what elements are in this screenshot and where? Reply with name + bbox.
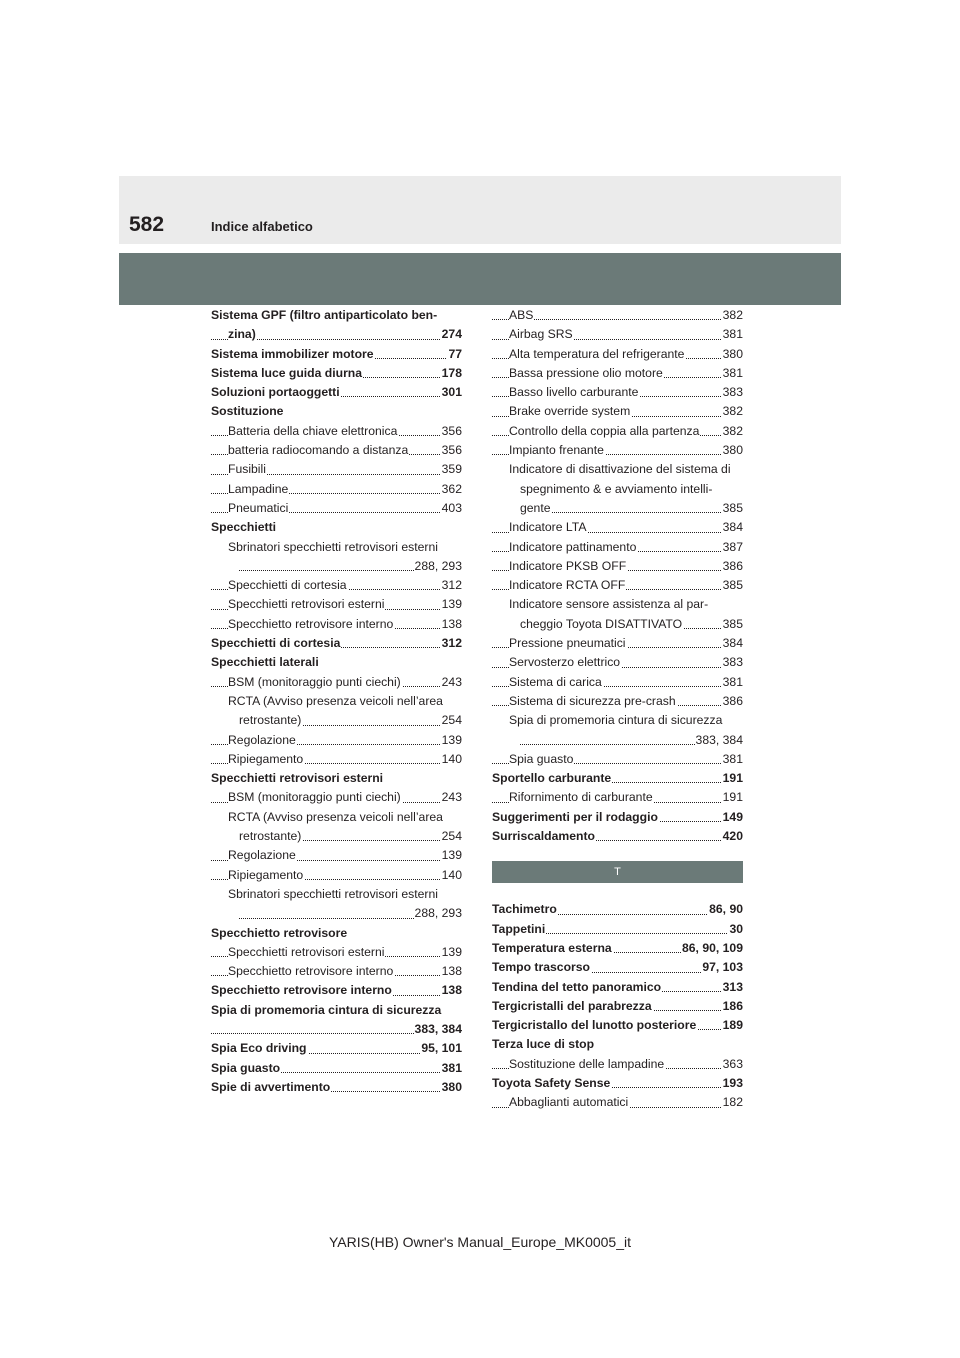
- index-entry-page: 313: [722, 978, 743, 997]
- index-entry-page: 380: [722, 345, 743, 364]
- index-entry-page: 381: [722, 364, 743, 383]
- index-entry: [211, 769, 462, 788]
- index-entry: [211, 557, 462, 576]
- index-entry-page: 139: [441, 846, 462, 865]
- index-entry-label: Tappetini: [492, 920, 546, 939]
- index-entry-page: 356: [441, 422, 462, 441]
- index-entry: [211, 750, 462, 769]
- index-entry-label: Specchietti: [211, 518, 277, 537]
- index-entry: [211, 345, 462, 364]
- index-entry-label: Specchietto retrovisore interno: [211, 981, 393, 1000]
- index-list-t: [492, 900, 743, 1112]
- index-entry: [211, 422, 462, 441]
- index-entry-label: Lampadine: [228, 480, 289, 499]
- index-entry-label: Specchietti laterali: [211, 653, 320, 672]
- index-entry-page: 301: [441, 383, 462, 402]
- index-entry-page: 312: [441, 634, 462, 653]
- index-entry: [492, 634, 743, 653]
- index-entry-label: Specchietto retrovisore interno: [228, 962, 394, 981]
- index-entry-label: Indicatore pattinamento: [509, 538, 637, 557]
- index-entry: [211, 1039, 462, 1058]
- index-entry-label: cheggio Toyota DISATTIVATO: [520, 615, 683, 634]
- index-entry: [211, 885, 462, 904]
- index-entry-label: Sistema immobilizer motore: [211, 345, 375, 364]
- index-entry: [492, 1074, 743, 1093]
- index-entry-page: 383, 384: [414, 1020, 462, 1039]
- header-bar: [119, 253, 841, 305]
- index-entry-label: gente: [520, 499, 552, 518]
- index-entry: [492, 518, 743, 537]
- index-entry-page: 382: [722, 422, 743, 441]
- index-entry-label: Spia Eco driving: [211, 1039, 308, 1058]
- index-entry-label: Fusibili: [228, 460, 267, 479]
- page-number: 582: [129, 213, 165, 236]
- index-entry: [211, 904, 462, 923]
- index-entry-label: spegnimento & e avviamento intelli-: [520, 480, 713, 499]
- index-entry-label: Sportello carburante: [492, 769, 612, 788]
- index-entry-page: 178: [441, 364, 462, 383]
- index-entry-page: 95, 101: [420, 1039, 462, 1058]
- index-entry-label: Specchietti di cortesia: [211, 634, 341, 653]
- index-entry-label: Ripiegamento: [228, 750, 304, 769]
- index-entry-label: Regolazione: [228, 846, 297, 865]
- index-entry-page: 383, 384: [695, 731, 743, 750]
- index-entry-page: 420: [722, 827, 743, 846]
- index-entry-page: 362: [441, 480, 462, 499]
- index-entry: [492, 383, 743, 402]
- index-entry: [211, 441, 462, 460]
- index-entry-label: Temperatura esterna: [492, 939, 613, 958]
- index-entry-page: 138: [441, 962, 462, 981]
- index-entry-page: 359: [441, 460, 462, 479]
- index-entry: [211, 460, 462, 479]
- index-entry: [492, 402, 743, 421]
- index-entry-label: Soluzioni portaoggetti: [211, 383, 341, 402]
- index-entry-label: Indicatore RCTA OFF: [509, 576, 626, 595]
- index-entry-page: 139: [441, 943, 462, 962]
- index-entry: [492, 595, 743, 614]
- index-entry: [492, 480, 743, 499]
- index-entry-page: 381: [441, 1059, 462, 1078]
- index-entry-page: 243: [441, 673, 462, 692]
- index-entry: [492, 325, 743, 344]
- section-letter: T: [614, 866, 621, 879]
- index-entry: [211, 518, 462, 537]
- index-entry-label: Indicatore sensore assistenza al par-: [509, 595, 709, 614]
- index-entry: [492, 900, 743, 919]
- index-entry: [492, 1016, 743, 1035]
- index-entry: [492, 920, 743, 939]
- index-entry: [211, 499, 462, 518]
- index-entry-label: Specchietti retrovisori esterni: [228, 595, 385, 614]
- index-entry: [211, 653, 462, 672]
- index-entry: [211, 306, 462, 325]
- index-entry-label: RCTA (Avviso presenza veicoli nell’area: [228, 808, 444, 827]
- index-entry-page: 384: [722, 634, 743, 653]
- index-entry: [492, 939, 743, 958]
- index-entry-label: Suggerimenti per il rodaggio: [492, 808, 659, 827]
- index-entry: [211, 480, 462, 499]
- index-entry: [492, 827, 743, 846]
- index-entry: [492, 538, 743, 557]
- index-entry-page: 139: [441, 595, 462, 614]
- index-entry-page: 312: [441, 576, 462, 595]
- index-entry-label: Regolazione: [228, 731, 297, 750]
- index-entry: [492, 422, 743, 441]
- index-entry-label: Terza luce di stop: [492, 1035, 595, 1054]
- index-entry-page: 385: [722, 499, 743, 518]
- index-column-left: [211, 306, 462, 1097]
- index-entry: [492, 460, 743, 479]
- index-entry-page: 77: [447, 345, 462, 364]
- index-entry: [492, 808, 743, 827]
- index-entry: [492, 997, 743, 1016]
- index-entry-label: Spie di avvertimento: [211, 1078, 331, 1097]
- index-entry-page: 383: [722, 653, 743, 672]
- index-entry-label: Specchietti retrovisori esterni: [211, 769, 384, 788]
- index-entry-label: Indicatore di disattivazione del sistema di: [509, 460, 732, 479]
- index-entry-label: Spia di promemoria cintura di sicurezza: [509, 711, 723, 730]
- index-entry-page: 385: [722, 576, 743, 595]
- index-entry-label: Indicatore PKSB OFF: [509, 557, 627, 576]
- dot-leader: [520, 512, 743, 513]
- index-entry-label: Pressione pneumatici: [509, 634, 627, 653]
- index-entry: [211, 1001, 462, 1020]
- index-entry: [492, 1093, 743, 1112]
- index-entry-label: Sostituzione: [211, 402, 284, 421]
- index-entry: [492, 731, 743, 750]
- index-entry: [211, 673, 462, 692]
- index-entry-page: 186: [722, 997, 743, 1016]
- index-entry-label: Alta temperatura del refrigerante: [509, 345, 685, 364]
- index-entry-label: Sistema di sicurezza pre-crash: [509, 692, 677, 711]
- index-entry: [211, 924, 462, 943]
- index-entry-label: Specchietti di cortesia: [228, 576, 348, 595]
- index-entry-label: Airbag SRS: [509, 325, 574, 344]
- index-entry-label: Specchietto retrovisore: [211, 924, 348, 943]
- index-entry-label: Indicatore LTA: [509, 518, 587, 537]
- index-entry-page: 191: [722, 788, 743, 807]
- index-entry: [492, 769, 743, 788]
- index-entry: [211, 634, 462, 653]
- index-entry-label: Impianto frenante: [509, 441, 605, 460]
- index-entry: [211, 615, 462, 634]
- index-entry-label: Brake override system: [509, 402, 631, 421]
- index-entry: [492, 441, 743, 460]
- index-entry-page: 254: [441, 827, 462, 846]
- index-entry: [492, 653, 743, 672]
- index-entry: [211, 692, 462, 711]
- index-entry-page: 191: [722, 769, 743, 788]
- index-entry-page: 140: [441, 866, 462, 885]
- index-entry: [492, 692, 743, 711]
- index-entry-label: Sostituzione delle lampadine: [509, 1055, 665, 1074]
- index-entry-page: 243: [441, 788, 462, 807]
- index-column-right: [492, 306, 743, 1113]
- index-entry: [492, 364, 743, 383]
- index-entry-label: Batteria della chiave elettronica: [228, 422, 398, 441]
- index-entry: [211, 538, 462, 557]
- index-entry-label: Toyota Safety Sense: [492, 1074, 611, 1093]
- footer-text: YARIS(HB) Owner's Manual_Europe_MK0005_it: [329, 1234, 631, 1250]
- index-entry-label: BSM (monitoraggio punti ciechi): [228, 673, 402, 692]
- index-entry: [211, 1020, 462, 1039]
- index-entry-page: 193: [722, 1074, 743, 1093]
- index-entry-label: Spia guasto: [211, 1059, 281, 1078]
- index-entry-label: Spia guasto: [509, 750, 574, 769]
- index-entry-page: 182: [722, 1093, 743, 1112]
- index-entry: [211, 943, 462, 962]
- index-entry: [211, 364, 462, 383]
- index-entry-page: 381: [722, 325, 743, 344]
- index-entry-label: Abbaglianti automatici: [509, 1093, 629, 1112]
- index-entry: [492, 750, 743, 769]
- index-entry-page: 97, 103: [701, 958, 743, 977]
- index-entry: [492, 306, 743, 325]
- index-entry: [492, 1035, 743, 1054]
- index-entry: [492, 1055, 743, 1074]
- index-entry-label: Tendina del tetto panoramico: [492, 978, 662, 997]
- index-entry: [211, 1059, 462, 1078]
- index-entry-page: 288, 293: [414, 557, 462, 576]
- index-entry-page: 380: [441, 1078, 462, 1097]
- section-header-t: [492, 861, 743, 883]
- index-entry-label: Specchietti retrovisori esterni: [228, 943, 385, 962]
- index-entry: [211, 827, 462, 846]
- index-entry: [492, 345, 743, 364]
- index-entry: [211, 788, 462, 807]
- index-entry: [492, 615, 743, 634]
- index-entry-page: 384: [722, 518, 743, 537]
- index-entry-label: Sbrinatori specchietti retrovisori esterni: [228, 885, 439, 904]
- index-entry-label: Tachimetro: [492, 900, 558, 919]
- index-entry-label: Sistema GPF (filtro antiparticolato ben-: [211, 306, 438, 325]
- index-entry-page: 403: [441, 499, 462, 518]
- index-entry-label: retrostante): [239, 711, 302, 730]
- index-entry: [211, 962, 462, 981]
- index-entry-label: BSM (monitoraggio punti ciechi): [228, 788, 402, 807]
- index-entry-page: 139: [441, 731, 462, 750]
- index-entry: [492, 673, 743, 692]
- index-entry-page: 380: [722, 441, 743, 460]
- index-entry: [492, 499, 743, 518]
- index-entry-page: 381: [722, 673, 743, 692]
- index-entry: [211, 808, 462, 827]
- index-entry: [492, 576, 743, 595]
- page-title: Indice alfabetico: [211, 219, 313, 234]
- index-entry-label: Spia di promemoria cintura di sicurezza: [211, 1001, 442, 1020]
- index-entry-page: 381: [722, 750, 743, 769]
- index-entry-label: Sbrinatori specchietti retrovisori esterni: [228, 538, 439, 557]
- index-entry-page: 387: [722, 538, 743, 557]
- index-entry-label: ABS: [509, 306, 534, 325]
- index-entry: [211, 846, 462, 865]
- index-entry: [492, 711, 743, 730]
- index-entry-label: Rifornimento di carburante: [509, 788, 654, 807]
- index-entry: [211, 866, 462, 885]
- index-entry-label: Tergicristalli del parabrezza: [492, 997, 653, 1016]
- index-entry-label: retrostante): [239, 827, 302, 846]
- index-entry-page: 383: [722, 383, 743, 402]
- index-entry-label: batteria radiocomando a distanza: [228, 441, 409, 460]
- index-entry-label: Tergicristallo del lunotto posteriore: [492, 1016, 697, 1035]
- index-list-s-continued: [492, 306, 743, 846]
- index-entry-label: Servosterzo elettrico: [509, 653, 621, 672]
- index-entry: [211, 731, 462, 750]
- index-entry: [211, 1078, 462, 1097]
- index-entry-page: 385: [722, 615, 743, 634]
- index-entry-label: Pneumatici: [228, 499, 289, 518]
- index-entry-page: 386: [722, 557, 743, 576]
- index-entry-label: Sistema luce guida diurna: [211, 364, 363, 383]
- index-entry-page: 386: [722, 692, 743, 711]
- index-entry: [211, 595, 462, 614]
- index-entry-page: 149: [722, 808, 743, 827]
- index-entry: [492, 958, 743, 977]
- index-entry: [211, 325, 462, 344]
- index-entry: [211, 981, 462, 1000]
- index-entry: [211, 576, 462, 595]
- index-entry: [492, 978, 743, 997]
- index-entry: [492, 788, 743, 807]
- index-entry-label: Basso livello carburante: [509, 383, 639, 402]
- index-entry-page: 288, 293: [414, 904, 462, 923]
- index-entry-label: Tempo trascorso: [492, 958, 591, 977]
- index-entry-page: 189: [722, 1016, 743, 1035]
- index-entry-page: 138: [441, 981, 462, 1000]
- index-entry-label: Sistema di carica: [509, 673, 603, 692]
- index-entry-page: 382: [722, 402, 743, 421]
- index-entry-label: Ripiegamento: [228, 866, 304, 885]
- index-entry-page: 138: [441, 615, 462, 634]
- index-entry-page: 86, 90, 109: [681, 939, 743, 958]
- index-entry-label: RCTA (Avviso presenza veicoli nell’area: [228, 692, 444, 711]
- index-entry-page: 356: [441, 441, 462, 460]
- index-entry-page: 140: [441, 750, 462, 769]
- index-entry-label: Bassa pressione olio motore: [509, 364, 664, 383]
- index-entry-label: Controllo della coppia alla partenza: [509, 422, 700, 441]
- index-entry-label: zina): [228, 325, 257, 344]
- index-entry: [211, 402, 462, 421]
- index-entry-page: 382: [722, 306, 743, 325]
- index-entry-page: 86, 90: [708, 900, 743, 919]
- index-entry-label: Surriscaldamento: [492, 827, 596, 846]
- index-entry-page: 30: [728, 920, 743, 939]
- index-entry-page: 254: [441, 711, 462, 730]
- index-entry: [211, 383, 462, 402]
- index-entry-page: 363: [722, 1055, 743, 1074]
- index-entry: [492, 557, 743, 576]
- index-entry-label: Specchietto retrovisore interno: [228, 615, 394, 634]
- index-entry-page: 274: [441, 325, 462, 344]
- index-entry: [211, 711, 462, 730]
